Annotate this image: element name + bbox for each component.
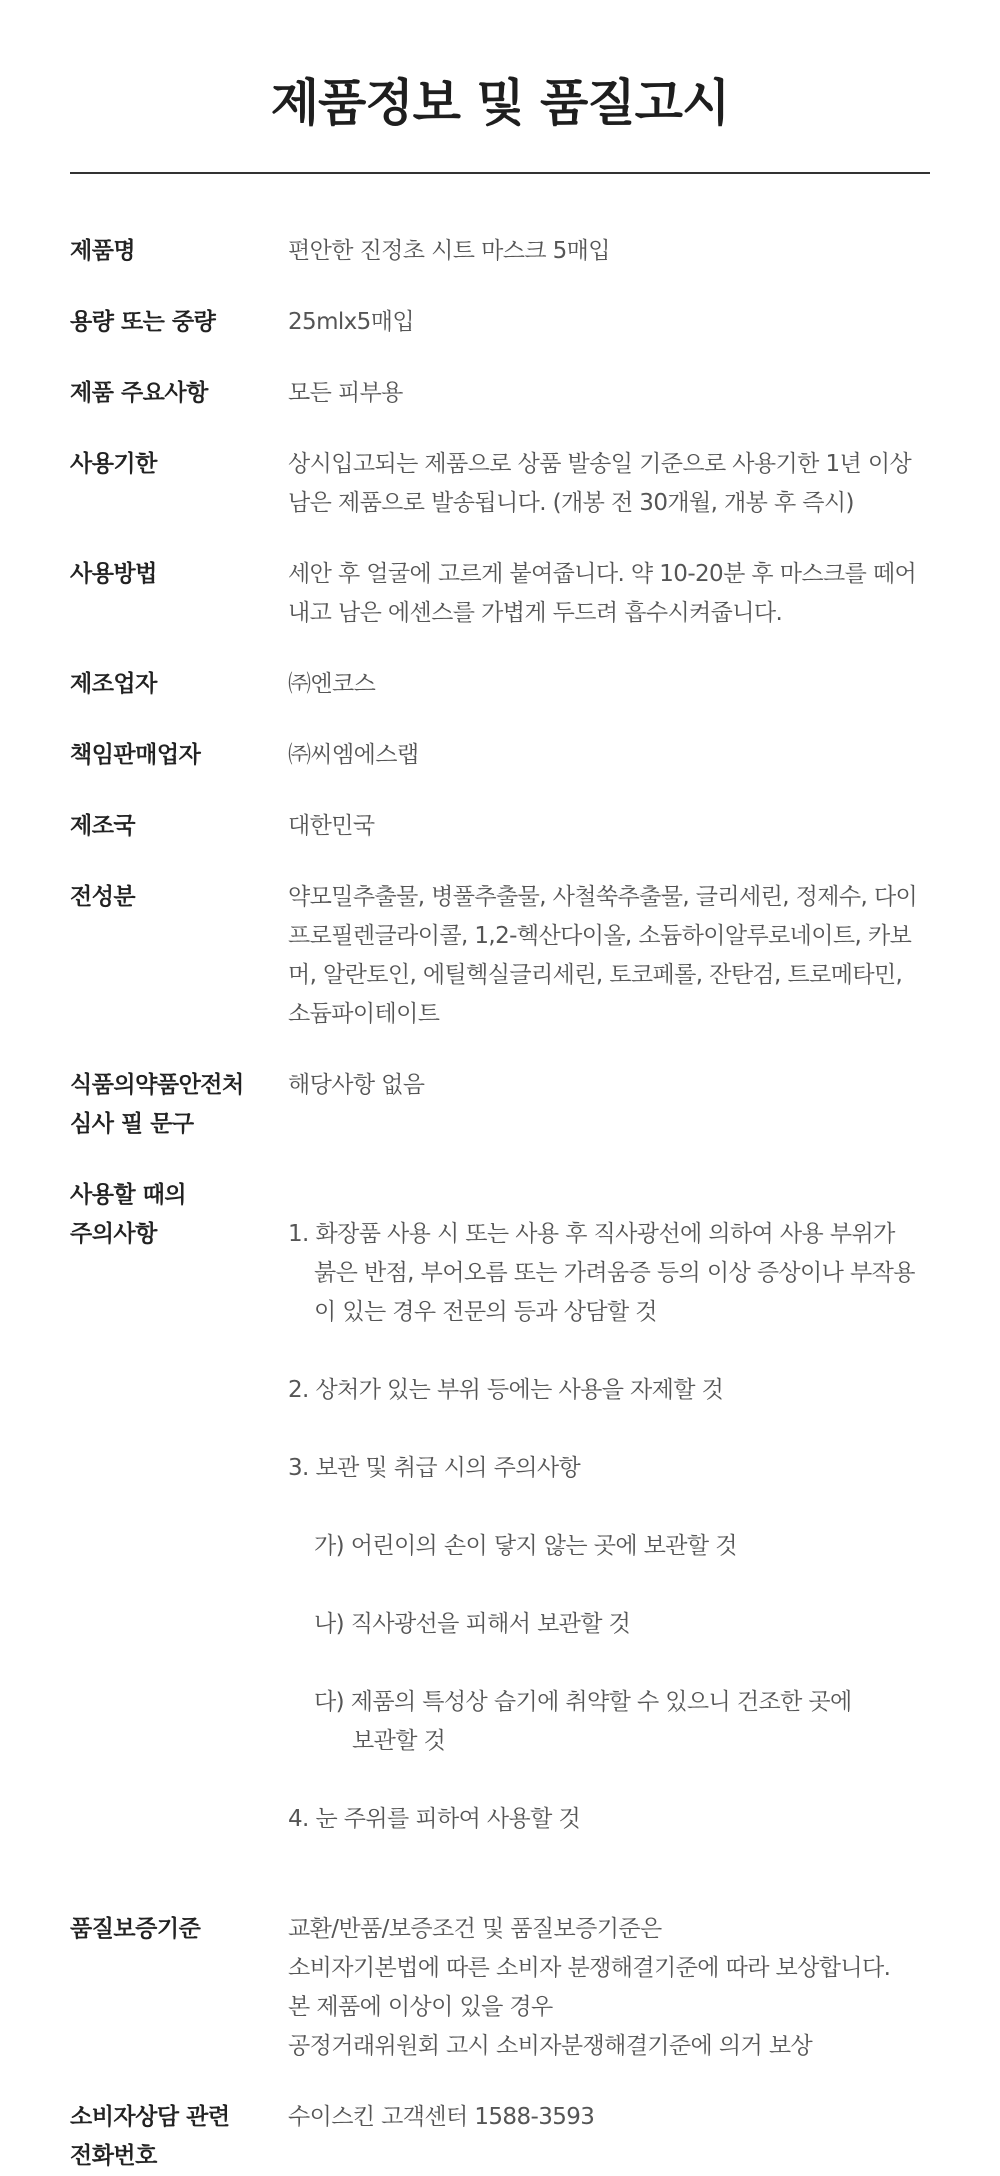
page-title: 제품정보 및 품질고시	[270, 74, 730, 132]
value-volume: 25mlx5매입	[288, 308, 414, 335]
row-volume	[70, 303, 930, 342]
label-product-name: 제품명	[70, 237, 136, 264]
row-country	[70, 807, 930, 846]
value-product-name: 편안한 진정초 시트 마스크 5매입	[288, 237, 610, 264]
value-caution	[288, 1176, 930, 1878]
caution-subitem-c: 다) 제품의 특성상 습기에 취약할 수 있으니 건조한 곳에 보관할 것	[314, 1688, 852, 1754]
label-mfds-review: 식품의약품안전처 심사 필 문구	[70, 1071, 244, 1137]
caution-item-4: 4. 눈 주위를 피하여 사용할 것	[288, 1805, 581, 1832]
label-customer-phone: 소비자상담 관련 전화번호	[70, 2103, 230, 2169]
label-seller: 책임판매업자	[70, 741, 201, 768]
label-volume: 용량 또는 중량	[70, 308, 216, 335]
row-quality-guarantee	[70, 1910, 930, 2066]
value-quality-guarantee: 교환/반품/보증조건 및 품질보증기준은 소비자기본법에 따른 소비자 분쟁해결기준에 따라 보상합니다. 본 제품에 이상이 있을 경우 공정거래위원회 고시 소비자분쟁해결기준에 의거 보상	[288, 1915, 891, 2059]
value-customer-phone: 수이스킨 고객센터 1588-3593	[288, 2103, 595, 2130]
caution-item-2: 2. 상처가 있는 부위 등에는 사용을 자제할 것	[288, 1376, 724, 1403]
label-quality-guarantee: 품질보증기준	[70, 1915, 201, 1942]
value-country: 대한민국	[288, 812, 375, 839]
value-mfds-review: 해당사항 없음	[288, 1071, 425, 1098]
row-product-name	[70, 232, 930, 271]
row-customer-phone	[70, 2098, 930, 2176]
title-divider	[70, 172, 930, 174]
caution-item-1: 1. 화장품 사용 시 또는 사용 후 직사광선에 의하여 사용 부위가 붉은 반점, 부어오름 또는 가려움증 등의 이상 증상이나 부작용 이 있는 경우 전문의 등과 상담할 것	[288, 1220, 915, 1325]
row-caution	[70, 1176, 930, 1878]
caution-subitem-b: 나) 직사광선을 피해서 보관할 것	[314, 1610, 631, 1637]
row-mfds-review	[70, 1066, 930, 1144]
value-expiry: 상시입고되는 제품으로 상품 발송일 기준으로 사용기한 1년 이상 남은 제품으로 발송됩니다. (개봉 전 30개월, 개봉 후 즉시)	[288, 450, 912, 516]
value-main-notes: 모든 피부용	[288, 379, 403, 406]
row-expiry	[70, 445, 930, 523]
caution-subitem-a: 가) 어린이의 손이 닿지 않는 곳에 보관할 것	[314, 1532, 737, 1559]
value-seller: ㈜씨엠에스랩	[288, 741, 419, 768]
label-country: 제조국	[70, 812, 136, 839]
label-main-notes: 제품 주요사항	[70, 379, 208, 406]
row-manufacturer	[70, 665, 930, 704]
label-usage: 사용방법	[70, 560, 157, 587]
label-expiry: 사용기한	[70, 450, 157, 477]
value-usage: 세안 후 얼굴에 고르게 붙여줍니다. 약 10-20분 후 마스크를 떼어 내고 남은 에센스를 가볍게 두드려 흡수시켜줍니다.	[288, 560, 917, 626]
info-list	[70, 232, 930, 2176]
row-seller	[70, 736, 930, 775]
row-ingredients	[70, 878, 930, 1034]
label-manufacturer: 제조업자	[70, 670, 157, 697]
label-caution: 사용할 때의 주의사항	[70, 1181, 187, 1247]
row-main-notes	[70, 374, 930, 413]
caution-item-3: 3. 보관 및 취급 시의 주의사항	[288, 1454, 581, 1481]
value-manufacturer: ㈜엔코스	[288, 670, 376, 697]
row-usage	[70, 555, 930, 633]
value-ingredients: 약모밀추출물, 병풀추출물, 사철쑥추출물, 글리세린, 정제수, 다이 프로필렌글라이콜, 1,2-헥산다이올, 소듐하이알루로네이트, 카보 머, 알란토인, 에틸헥실글리세린, 토코페롤, 잔탄검, 트로메타민, 소듐파이테이트	[288, 883, 918, 1027]
label-ingredients: 전성분	[70, 883, 136, 910]
